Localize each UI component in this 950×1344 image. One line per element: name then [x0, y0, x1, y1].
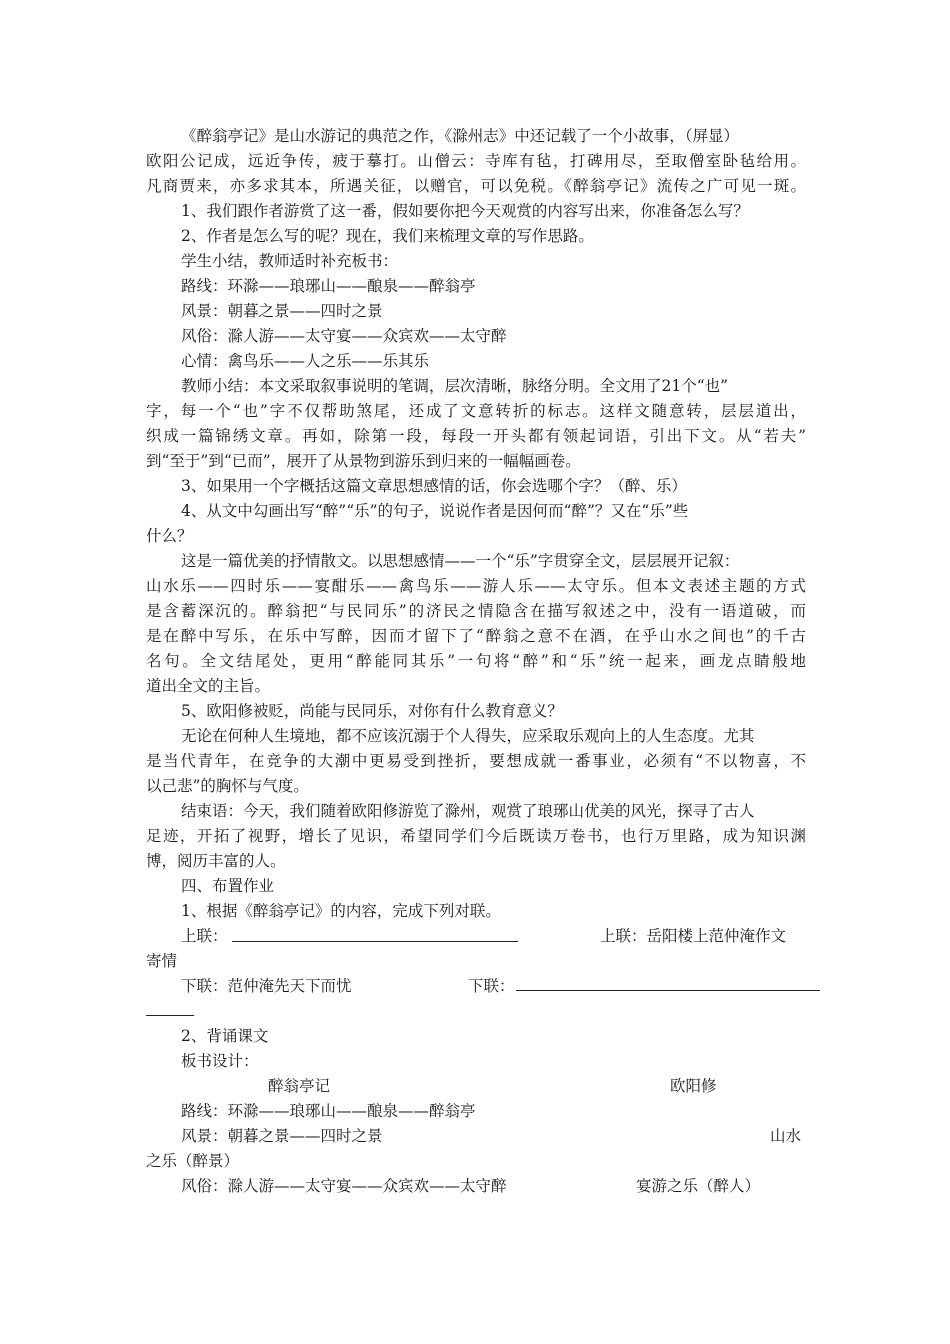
paragraph-line: 山水乐——四时乐——宴酣乐——禽鸟乐——游人乐——太守乐。但本文表述主题的方式	[146, 577, 806, 595]
paragraph-line: 是当代青年，在竞争的大潮中更易受到挫折，要想成就一番事业，必须有“不以物喜，不	[146, 752, 806, 770]
paragraph-line: 凡商贾来，亦多求其本，所遇关征，以赠官，可以免税。《醉翁亭记》流传之广可见一斑。	[146, 177, 806, 195]
paragraph-line: 道出全文的主旨。	[146, 677, 271, 695]
board-author: 欧阳修	[670, 1077, 717, 1095]
conclusion-line: 足迹，开拓了视野，增长了见识，希望同学们今后既读万卷书，也行万里路，成为知识渊	[146, 827, 806, 845]
question-4: 4、从文中勾画出写“醉”“乐”的句子，说说作者是因何而“醉”？又在“乐”些	[181, 502, 689, 520]
couplet-lower-label: 下联：	[468, 977, 515, 995]
section-heading: 四、布置作业	[181, 877, 275, 895]
paragraph-line: 无论在何种人生境地，都不应该沉溺于个人得失，应采取乐观向上的人生态度。尤其	[181, 727, 755, 745]
question-5: 5、欧阳修被贬，尚能与民同乐，对你有什么教育意义？	[181, 702, 563, 720]
question-2: 2、作者是怎么写的呢？现在，我们来梳理文章的写作思路。	[181, 227, 594, 245]
board-design-label: 板书设计：	[181, 1052, 259, 1070]
paragraph-line: 这是一篇优美的抒情散文。以思想感情——一个“乐”字贯穿全文，层层展开记叙：	[181, 552, 740, 570]
paragraph-line: 是含蓄深沉的。醉翁把“与民同乐”的济民之情隐含在描写叙述之中，没有一语道破，而	[146, 602, 806, 620]
paragraph-line: 字，每一个“也”字不仅帮助煞尾，还成了文意转折的标志。这样文随意转，层层道出，	[146, 402, 806, 420]
couplet-upper-blank	[232, 941, 518, 942]
board-scenery-tag-wrap: 之乐（醉景）	[146, 1152, 240, 1170]
paragraph-line: 学生小结，教师适时补充板书：	[181, 252, 399, 270]
homework-2: 2、背诵课文	[181, 1027, 269, 1045]
paragraph-line: 教师小结：本文采取叙事说明的笔调，层次清晰，脉络分明。全文用了21个“也”	[181, 377, 729, 395]
paragraph-line: 织成一篇锦绣文章。再如，除第一段，每段一开头都有领起词语，引出下文。从“若夫”	[146, 427, 806, 445]
paragraph-line: 以己悲”的胸怀与气度。	[146, 777, 309, 795]
board-scenery-2: 风景：朝暮之景——四时之景	[181, 1127, 383, 1145]
paragraph-line: 《醉翁亭记》是山水游记的典范之作，《滁州志》中还记载了一个小故事，（屏显）	[181, 127, 740, 145]
paragraph-line: 名句。全文结尾处，更用“醉能同其乐”一句将“醉”和“乐”统一起来，画龙点睛般地	[146, 652, 806, 670]
board-scenery: 风景：朝暮之景——四时之景	[181, 302, 383, 320]
paragraph-line: 什么？	[146, 527, 193, 545]
paragraph-line: 到“至于”到“已而”，展开了从景物到游乐到归来的一幅幅画卷。	[146, 452, 581, 470]
couplet-upper-label: 上联：	[181, 927, 228, 945]
paragraph-line: 是在醉中写乐，在乐中写醉，因而才留下了“醉翁之意不在酒，在乎山水之间也”的千古	[146, 627, 806, 645]
conclusion-line: 博，阅历丰富的人。	[146, 852, 286, 870]
couplet-upper-wrap: 寄情	[146, 952, 178, 970]
board-custom: 风俗：滁人游——太守宴——众宾欢——太守醉	[181, 327, 507, 345]
homework-1: 1、根据《醉翁亭记》的内容，完成下列对联。	[181, 902, 501, 920]
couplet-lower-blank-wrap	[146, 1015, 194, 1016]
couplet-lower-blank	[516, 990, 820, 991]
board-mood: 心情：禽鸟乐——人之乐——乐其乐	[181, 352, 430, 370]
board-custom-tag: 宴游之乐（醉人）	[636, 1177, 761, 1195]
board-title: 醉翁亭记	[268, 1077, 331, 1095]
couplet-lower-given: 下联：范仲淹先天下而忧	[181, 977, 352, 995]
conclusion-line: 结束语：今天，我们随着欧阳修游览了滁州，观赏了琅琊山优美的风光，探寻了古人	[181, 802, 755, 820]
board-route-2: 路线：环滁——琅琊山——酿泉——醉翁亭	[181, 1102, 476, 1120]
question-1: 1、我们跟作者游赏了这一番，假如要你把今天观赏的内容写出来，你准备怎么写？	[181, 202, 749, 220]
couplet-upper-given: 上联：岳阳楼上范仲淹作文	[600, 927, 787, 945]
board-custom-2: 风俗：滁人游——太守宴——众宾欢——太守醉	[181, 1177, 507, 1195]
question-3: 3、如果用一个字概括这篇文章思想感情的话，你会选哪个字？（醉、乐）	[181, 477, 687, 495]
paragraph-line: 欧阳公记成，远近争传，疲于摹打。山僧云：寺库有毡，打碑用尽，至取僧室卧毡给用。	[146, 152, 806, 170]
board-route: 路线：环滁——琅琊山——酿泉——醉翁亭	[181, 277, 476, 295]
board-scenery-tag: 山水	[770, 1127, 802, 1145]
